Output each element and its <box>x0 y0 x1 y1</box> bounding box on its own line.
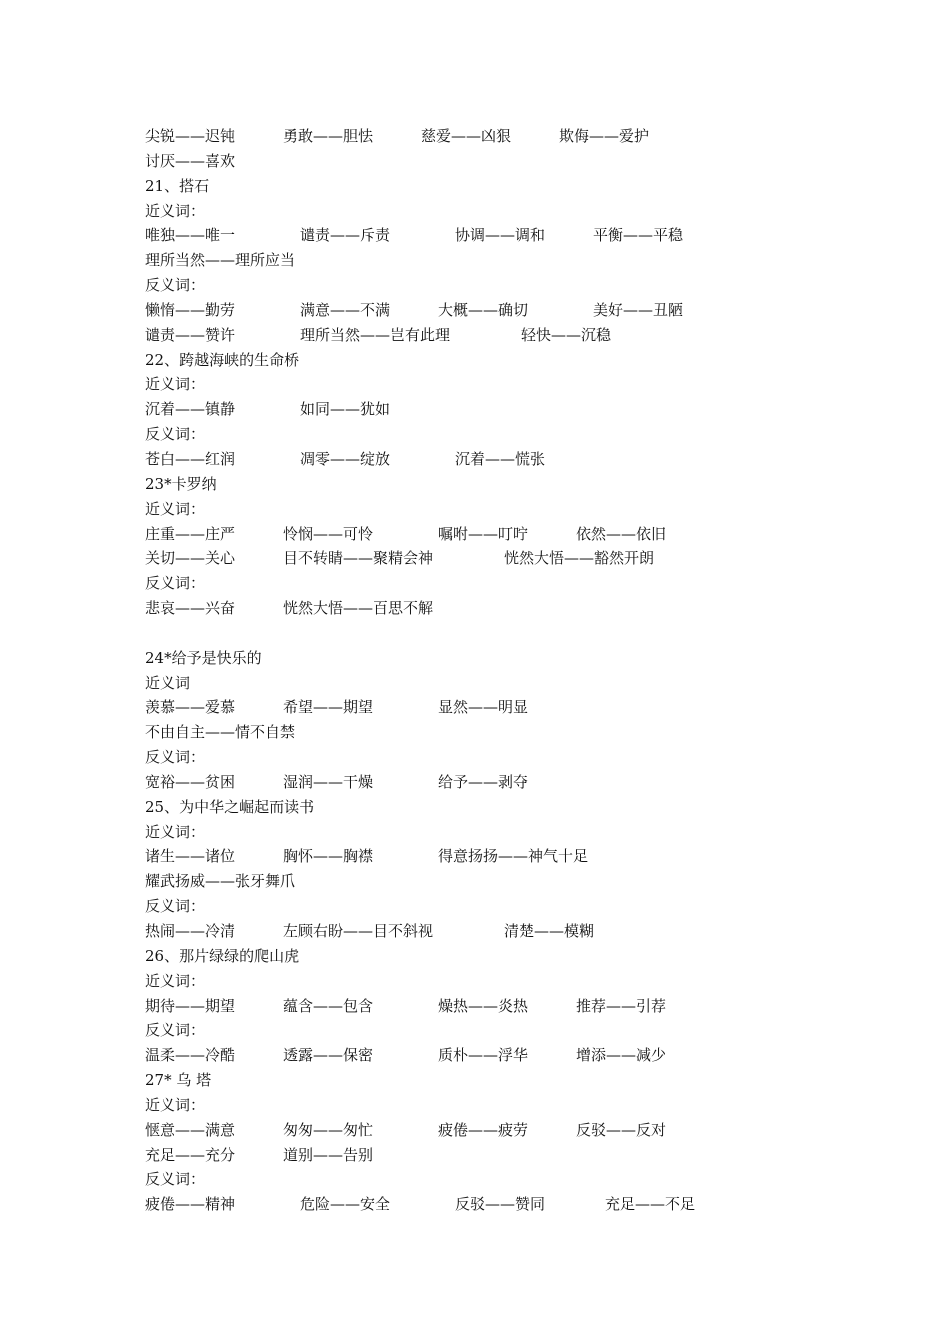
word-pair: 协调——调和 <box>455 226 546 245</box>
word-pair: 期待——期望 <box>145 996 236 1015</box>
text-line <box>145 646 845 671</box>
text-line <box>145 1068 845 1093</box>
text-line <box>145 1043 845 1068</box>
word-pair: 懒惰——勤劳 <box>145 300 236 319</box>
text-line <box>145 497 845 522</box>
word-pair: 尖锐——迟钝 <box>145 127 236 145</box>
word-pair: 谴责——斥责 <box>300 226 391 245</box>
text-line <box>145 994 845 1019</box>
word-pair: 庄重——庄严 <box>145 524 236 543</box>
text-line <box>145 199 845 224</box>
word-pair: 惬意——满意 <box>145 1120 236 1139</box>
word-pair: 反义词： <box>145 276 206 295</box>
word-pair: 宽裕——贫困 <box>145 772 236 791</box>
word-pair: 目不转睛——聚精会神 <box>283 549 434 568</box>
text-line <box>145 919 845 944</box>
text-line <box>145 1093 845 1118</box>
word-pair: 耀武扬威——张牙舞爪 <box>145 872 296 891</box>
word-pair: 谴责——赞许 <box>145 325 236 344</box>
word-pair: 理所当然——理所应当 <box>145 251 296 270</box>
word-pair: 推荐——引荐 <box>576 996 667 1015</box>
word-pair: 反义词： <box>145 1170 206 1189</box>
text-line <box>145 969 845 994</box>
word-pair: 依然——依旧 <box>576 524 667 543</box>
word-pair: 近义词 <box>145 673 191 692</box>
word-pair: 充足——不足 <box>605 1195 696 1214</box>
text-line <box>145 124 845 149</box>
document-body <box>145 124 845 1217</box>
word-pair: 疲倦——精神 <box>145 1195 236 1214</box>
text-line <box>145 522 845 547</box>
text-line <box>145 1143 845 1168</box>
word-pair: 反义词： <box>145 574 206 593</box>
word-pair: 匆匆——匆忙 <box>283 1120 374 1139</box>
text-line <box>145 820 845 845</box>
text-line <box>145 695 845 720</box>
text-line <box>145 894 845 919</box>
word-pair: 燥热——炎热 <box>438 996 529 1015</box>
text-line <box>145 422 845 447</box>
text-line <box>145 720 845 745</box>
word-pair: 反驳——反对 <box>576 1120 667 1139</box>
word-pair: 欺侮——爱护 <box>559 127 650 145</box>
text-line <box>145 944 845 969</box>
word-pair: 羡慕——爱慕 <box>145 698 236 717</box>
text-line <box>145 795 845 820</box>
text-line <box>145 546 845 571</box>
word-pair: 透露——保密 <box>283 1046 374 1065</box>
word-pair: 给予——剥夺 <box>438 772 529 791</box>
word-pair: 沉着——镇静 <box>145 400 236 419</box>
word-pair: 如同——犹如 <box>300 400 391 419</box>
word-pair: 增添——减少 <box>576 1046 667 1065</box>
text-line <box>145 472 845 497</box>
text-line <box>145 223 845 248</box>
word-pair: 道别——告别 <box>283 1145 374 1164</box>
text-line <box>145 621 845 646</box>
word-pair: 反义词： <box>145 897 206 916</box>
text-line <box>145 745 845 770</box>
word-pair: 唯独——唯一 <box>145 226 236 245</box>
word-pair: 近义词： <box>145 499 206 518</box>
word-pair: 理所当然——岂有此理 <box>300 325 451 344</box>
text-line <box>145 571 845 596</box>
word-pair: 近义词： <box>145 201 206 220</box>
text-line <box>145 770 845 795</box>
word-pair: 恍然大悟——豁然开朗 <box>504 549 655 568</box>
word-pair: 21、搭石 <box>145 176 210 195</box>
word-pair: 27* 乌 塔 <box>145 1071 212 1090</box>
word-pair: 热闹——冷清 <box>145 922 236 940</box>
text-line <box>145 1167 845 1192</box>
word-pair: 反义词： <box>145 748 206 767</box>
word-pair: 蕴含——包含 <box>283 996 374 1015</box>
word-pair: 反驳——赞同 <box>455 1195 546 1214</box>
text-line <box>145 298 845 323</box>
text-line <box>145 1018 845 1043</box>
word-pair: 希望——期望 <box>283 698 374 717</box>
word-pair: 胸怀——胸襟 <box>283 847 374 866</box>
word-pair: 反义词： <box>145 425 206 444</box>
word-pair: 满意——不满 <box>300 300 391 319</box>
text-line <box>145 447 845 472</box>
text-line <box>145 372 845 397</box>
word-pair: 近义词： <box>145 375 206 394</box>
word-pair: 凋零——绽放 <box>300 449 391 468</box>
word-pair: 怜悯——可怜 <box>283 524 374 543</box>
word-pair: 得意扬扬——神气十足 <box>438 847 589 866</box>
word-pair: 苍白——红润 <box>145 449 236 468</box>
word-pair: 不由自主——情不自禁 <box>145 723 296 742</box>
word-pair: 大概——确切 <box>438 300 529 319</box>
word-pair: 沉着——慌张 <box>455 449 546 468</box>
word-pair: 平衡——平稳 <box>593 226 684 245</box>
word-pair: 美好——丑陋 <box>593 300 684 319</box>
word-pair: 湿润——干燥 <box>283 772 374 791</box>
word-pair: 诸生——诸位 <box>145 847 236 866</box>
word-pair: 恍然大悟——百思不解 <box>283 599 434 618</box>
word-pair: 嘱咐——叮咛 <box>438 524 529 543</box>
text-line <box>145 348 845 373</box>
text-line <box>145 149 845 174</box>
text-line <box>145 844 845 869</box>
word-pair: 近义词： <box>145 971 206 990</box>
word-pair: 24*给予是快乐的 <box>145 648 262 667</box>
word-pair: 左顾右盼——目不斜视 <box>283 922 434 940</box>
word-pair: 显然——明显 <box>438 698 529 717</box>
word-pair: 轻快——沉稳 <box>521 325 612 344</box>
word-pair: 勇敢——胆怯 <box>283 127 374 145</box>
word-pair: 22、跨越海峡的生命桥 <box>145 350 300 369</box>
text-line <box>145 1118 845 1143</box>
text-line <box>145 1192 845 1217</box>
word-pair: 危险——安全 <box>300 1195 391 1214</box>
text-line <box>145 273 845 298</box>
text-line <box>145 248 845 273</box>
word-pair: 近义词： <box>145 1095 206 1114</box>
word-pair: 26、那片绿绿的爬山虎 <box>145 946 300 965</box>
text-line <box>145 596 845 621</box>
word-pair: 充足——充分 <box>145 1145 236 1164</box>
text-line <box>145 671 845 696</box>
word-pair: 质朴——浮华 <box>438 1046 529 1065</box>
word-pair: 关切——关心 <box>145 549 236 568</box>
word-pair: 23*卡罗纳 <box>145 474 217 493</box>
text-line <box>145 323 845 348</box>
text-line <box>145 397 845 422</box>
word-pair: 慈爱——凶狠 <box>421 127 512 145</box>
word-pair: 25、为中华之崛起而读书 <box>145 797 315 816</box>
word-pair: 反义词： <box>145 1021 206 1040</box>
word-pair: 疲倦——疲劳 <box>438 1120 529 1139</box>
word-pair: 温柔——冷酷 <box>145 1046 236 1065</box>
word-pair: 讨厌——喜欢 <box>145 151 236 170</box>
text-line <box>145 174 845 199</box>
word-pair: 清楚——模糊 <box>504 922 595 940</box>
word-pair: 悲哀——兴奋 <box>145 599 236 618</box>
word-pair: 近义词： <box>145 822 206 841</box>
text-line <box>145 869 845 894</box>
